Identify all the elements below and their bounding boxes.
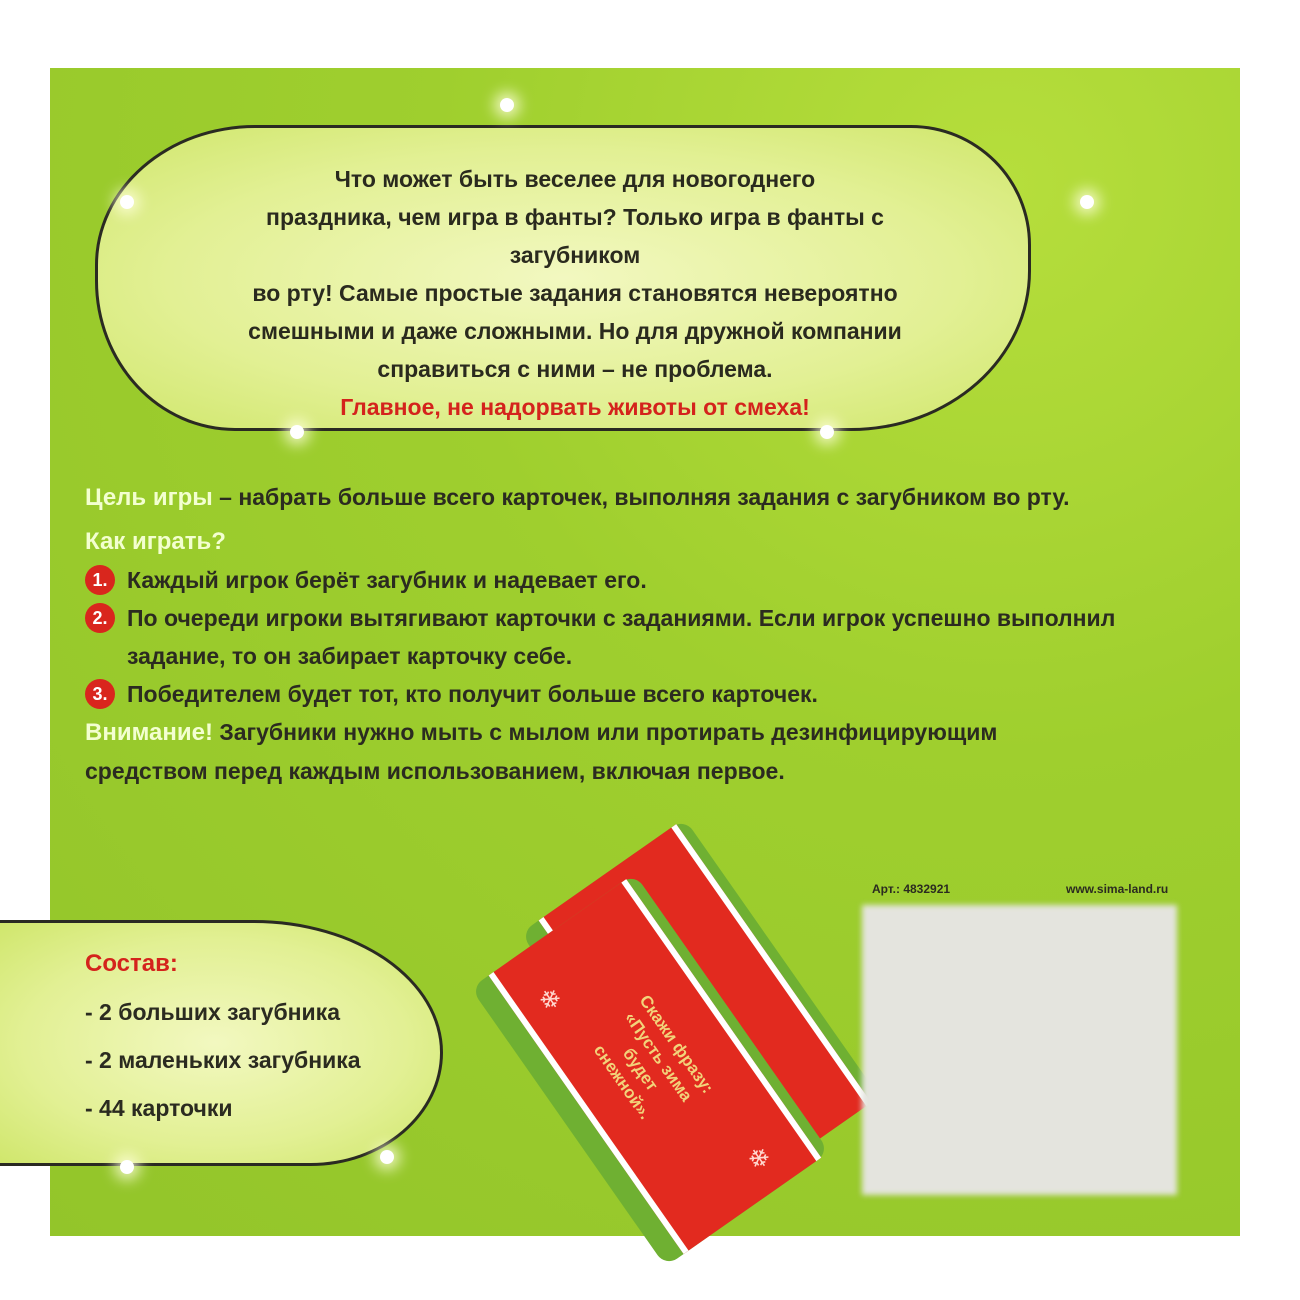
step-text: По очереди игроки вытягивают карточки с заданиями. Если игрок успешно выполнил задание, то он забирает карточку себе. <box>127 605 1116 669</box>
garland-light <box>120 1160 134 1174</box>
step-text: Каждый игрок берёт загубник и надевает его. <box>127 567 647 593</box>
card-text: Скажи фразу: «Пусть зима будет снежной». <box>589 991 718 1123</box>
howto-heading: Как играть? <box>85 528 226 555</box>
blurred-label <box>862 905 1177 1195</box>
website: www.sima-land.ru <box>1066 882 1169 896</box>
garland-light <box>500 98 514 112</box>
intro-line: во рту! Самые простые задания становятся невероятно <box>252 280 898 306</box>
warning <box>85 713 1045 790</box>
step <box>85 599 1125 675</box>
garland-light <box>1080 195 1094 209</box>
intro-line: смешными и даже сложными. Но для дружной компании <box>248 318 902 344</box>
article-number: Арт.: 4832921 <box>872 882 951 896</box>
goal <box>85 478 1085 517</box>
garland-light <box>820 425 834 439</box>
intro-text <box>200 160 950 426</box>
warning-text: Загубники нужно мыть с мылом или протирать дезинфицирующим средством перед каждым использованием, включая первое. <box>85 719 998 784</box>
contents-heading: Состав: <box>85 950 178 977</box>
warning-heading: Внимание! <box>85 719 213 746</box>
garland-light <box>380 1150 394 1164</box>
intro-line: праздника, чем игра в фанты? Только игра в фанты с загубником <box>266 204 884 268</box>
snowflake-icon: ❄ <box>532 980 568 1018</box>
step-text: Победителем будет тот, кто получит больше всего карточек. <box>127 681 818 707</box>
rules <box>85 478 1205 790</box>
snowflake-icon: ❄ <box>741 1139 777 1177</box>
intro-line: Что может быть веселее для новогоднего <box>334 166 816 192</box>
step <box>85 675 1205 713</box>
contents-item: - 44 карточки <box>85 1095 233 1121</box>
step-number: 3. <box>85 679 115 709</box>
contents <box>85 940 361 1132</box>
step-number: 2. <box>85 603 115 633</box>
intro-line: справиться с ними – не проблема. <box>377 356 773 382</box>
contents-item: - 2 маленьких загубника <box>85 1047 361 1073</box>
step-number: 1. <box>85 565 115 595</box>
goal-heading: Цель игры <box>85 484 213 511</box>
goal-text: – набрать больше всего карточек, выполняя задания с загубником во рту. <box>212 484 1070 510</box>
garland-light <box>120 195 134 209</box>
step <box>85 561 1205 599</box>
intro-highlight: Главное, не надорвать животы от смеха! <box>340 394 810 420</box>
contents-item: - 2 больших загубника <box>85 999 340 1025</box>
garland-light <box>290 425 304 439</box>
